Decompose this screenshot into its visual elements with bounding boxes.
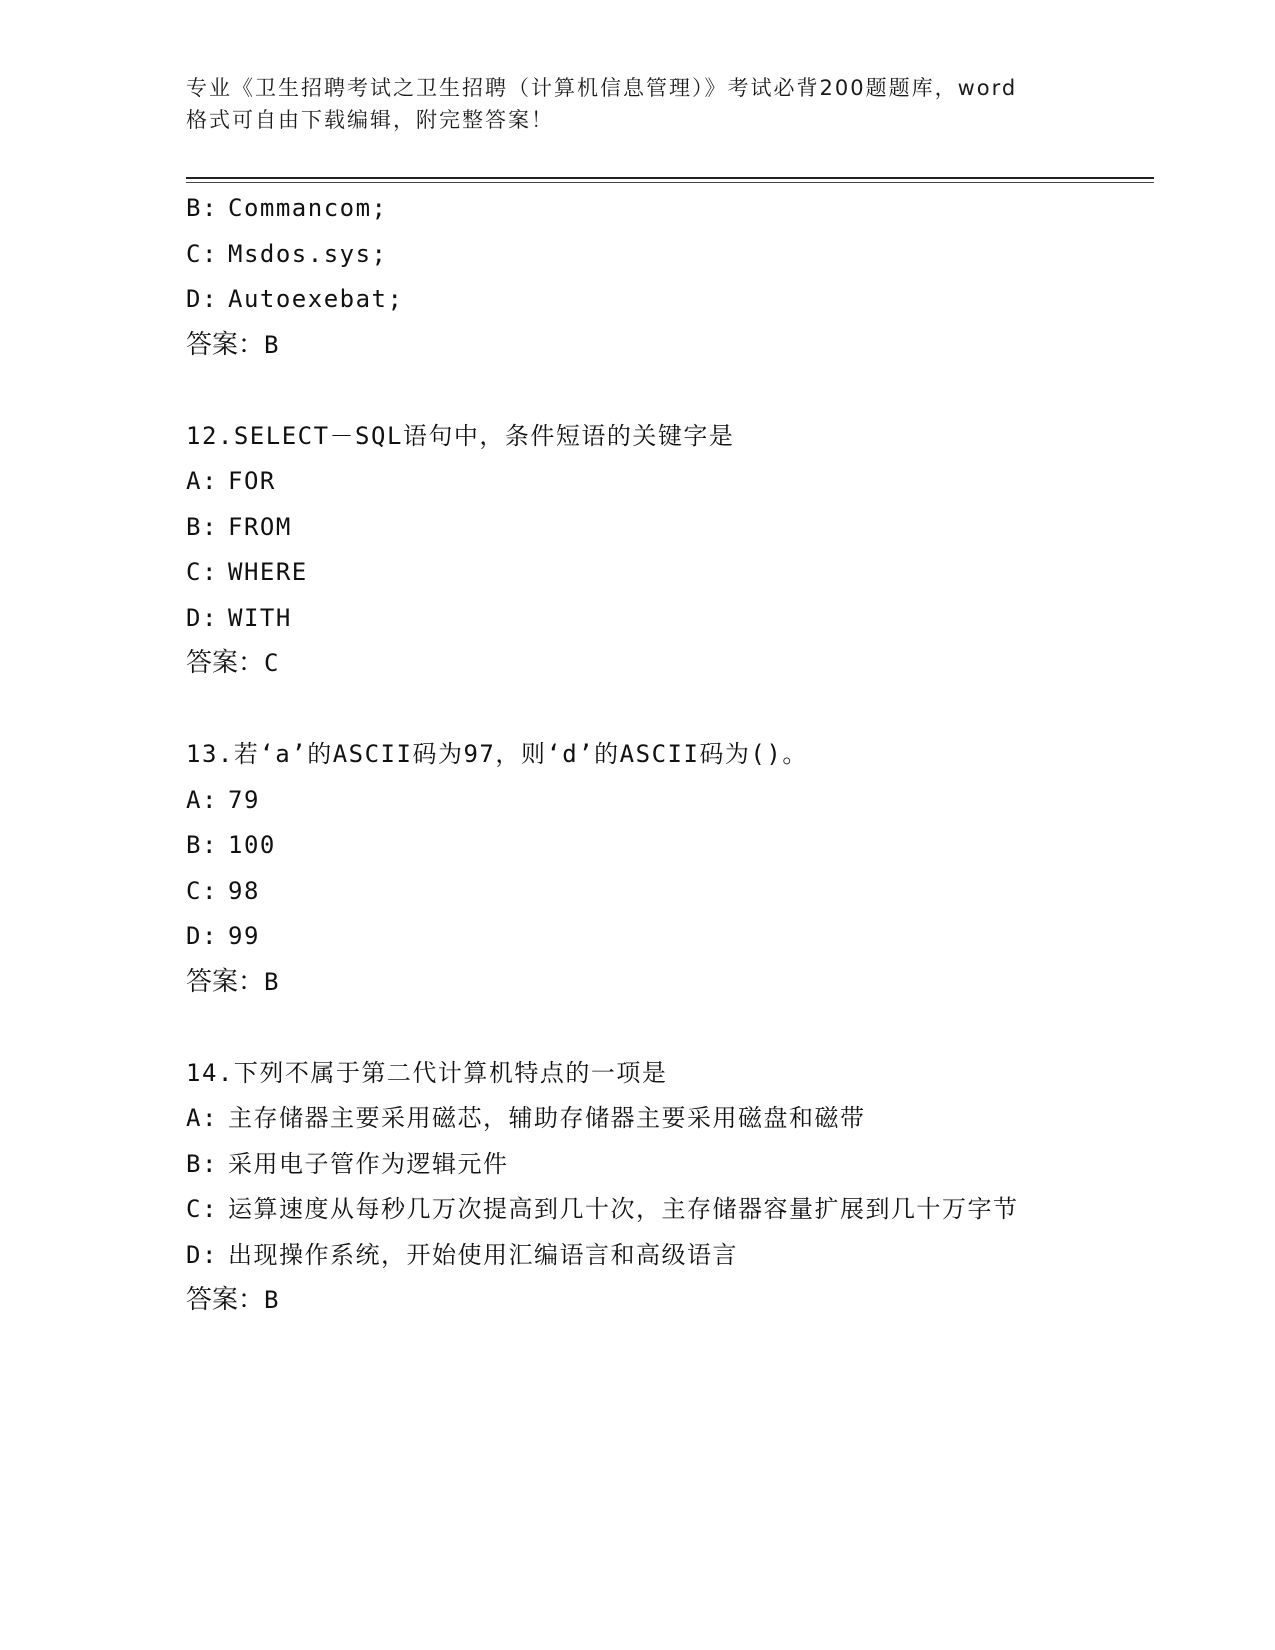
question-11-continued bbox=[186, 186, 1146, 368]
option-c: C: 运算速度从每秒几万次提高到几十次，主存储器容量扩展到几十万字节 bbox=[186, 1195, 1019, 1223]
spacer bbox=[186, 687, 1146, 733]
header-title-line-2: 格式可自由下载编辑，附完整答案！ bbox=[186, 108, 554, 132]
header-divider-thin bbox=[186, 182, 1154, 183]
option-d: D: WITH bbox=[186, 603, 292, 632]
question-list bbox=[186, 186, 1146, 1324]
answer-line: 答案：B bbox=[186, 329, 279, 360]
option-d: D: Autoexebat; bbox=[186, 285, 404, 313]
question-stem: 14.下列不属于第二代计算机特点的一项是 bbox=[186, 1058, 668, 1087]
option-c: C: Msdos.sys; bbox=[186, 239, 388, 268]
question-stem: 12.SELECT－SQL语句中，条件短语的关键字是 bbox=[186, 421, 735, 450]
answer-line: 答案：C bbox=[186, 648, 279, 678]
answer-line: 答案：B bbox=[186, 966, 279, 997]
question-stem: 13.若‘a’的ASCII码为97，则‘d’的ASCII码为()。 bbox=[186, 740, 808, 768]
option-c: C: 98 bbox=[186, 876, 260, 905]
question-14 bbox=[186, 1051, 1146, 1324]
option-c: C: WHERE bbox=[186, 558, 308, 586]
spacer bbox=[186, 368, 1146, 414]
option-d: D: 99 bbox=[186, 922, 260, 950]
spacer bbox=[186, 1005, 1146, 1051]
option-a: A: FOR bbox=[186, 467, 276, 495]
question-13 bbox=[186, 732, 1146, 1005]
option-a: A: 79 bbox=[186, 785, 260, 814]
option-a: A: 主存储器主要采用磁芯，辅助存储器主要采用磁盘和磁带 bbox=[186, 1104, 866, 1132]
answer-line: 答案：B bbox=[186, 1285, 279, 1315]
option-b: B: 采用电子管作为逻辑元件 bbox=[186, 1149, 509, 1178]
document-header bbox=[186, 72, 1086, 136]
header-title-line-1: 专业《卫生招聘考试之卫生招聘（计算机信息管理）》考试必背200题题库，word bbox=[186, 76, 1018, 100]
option-b: B: Commancom; bbox=[186, 194, 388, 222]
question-12 bbox=[186, 414, 1146, 687]
option-b: B: 100 bbox=[186, 831, 276, 859]
option-b: B: FROM bbox=[186, 512, 292, 541]
header-divider-thick bbox=[186, 177, 1154, 179]
option-d: D: 出现操作系统，开始使用汇编语言和高级语言 bbox=[186, 1240, 738, 1269]
